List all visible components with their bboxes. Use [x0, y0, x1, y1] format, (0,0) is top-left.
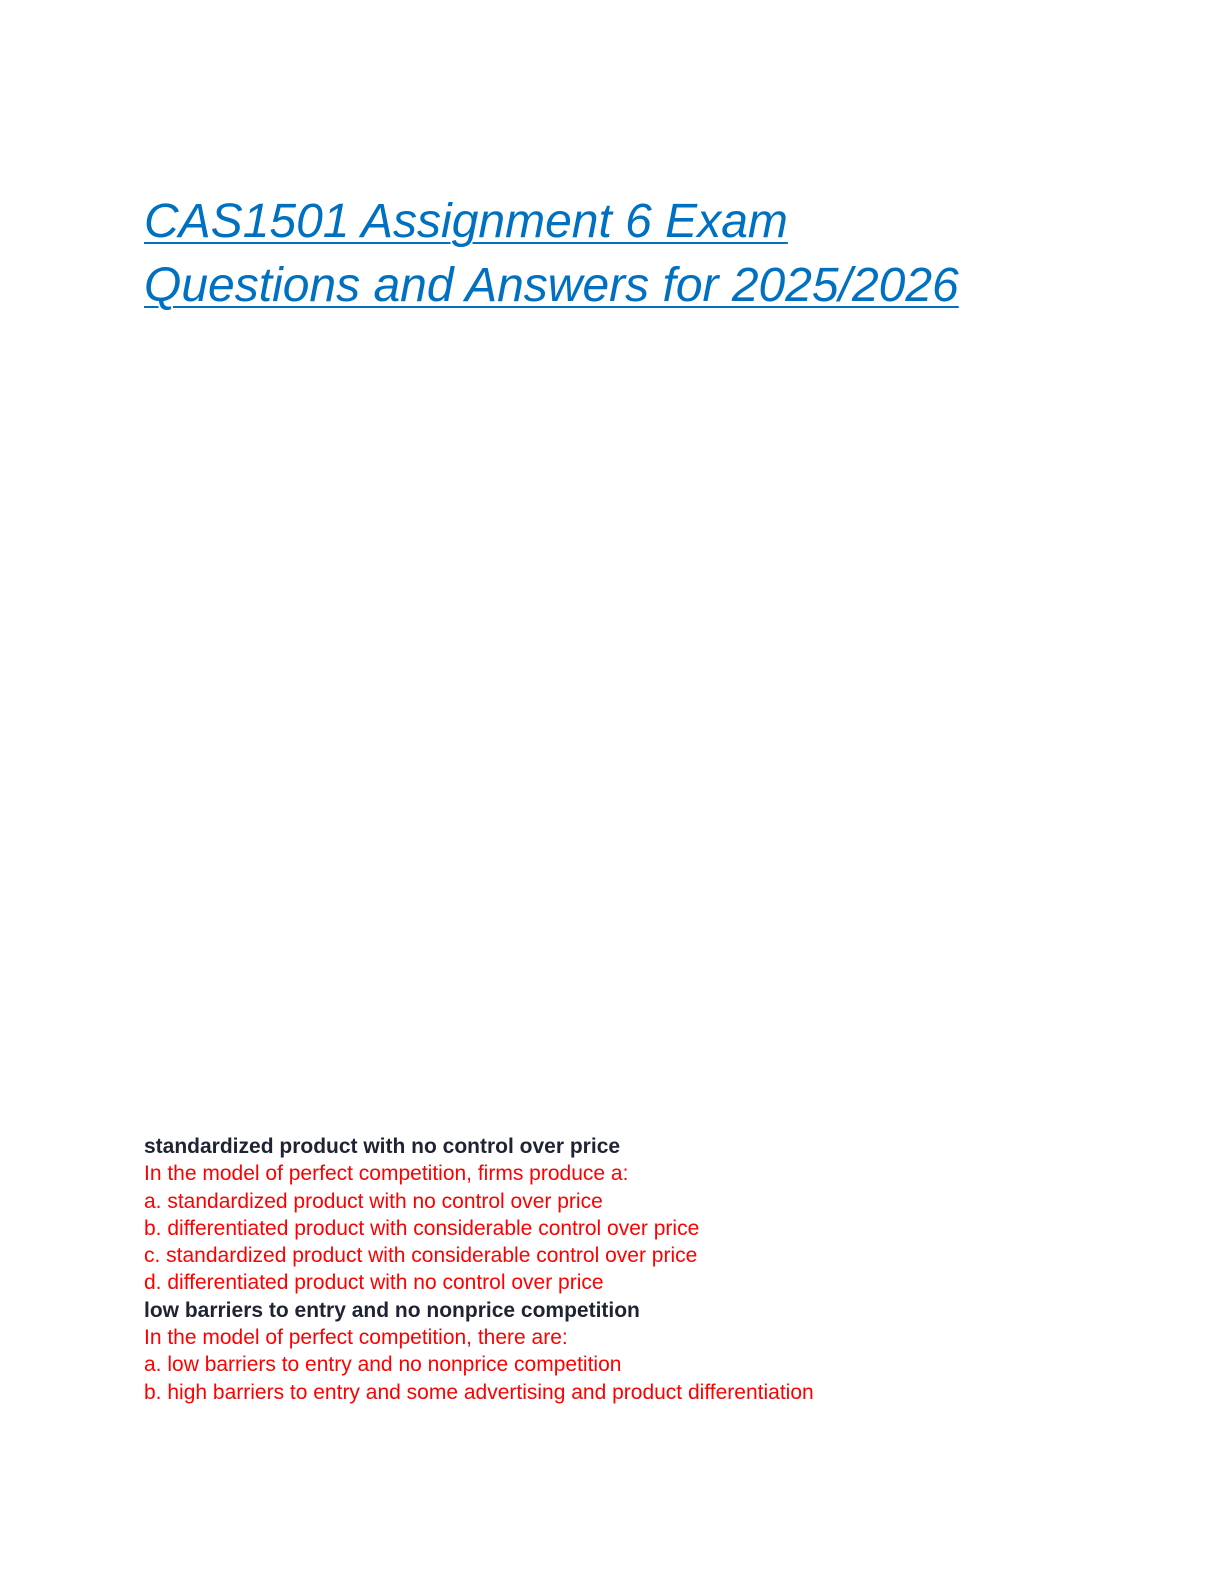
answer-1: standardized product with no control over price: [144, 1135, 621, 1158]
question-2-option-a: a. low barriers to entry and no nonprice competition: [144, 1353, 622, 1377]
question-1-option-b: b. differentiated product with considerable control over price: [144, 1216, 700, 1240]
qa-section: [144, 1133, 1144, 1406]
question-1-option-d: d. differentiated product with no control over price: [144, 1271, 604, 1295]
question-2-option-b: b. high barriers to entry and some advertising and product differentiation: [144, 1380, 814, 1404]
title-line-1: CAS1501 Assignment 6 Exam: [144, 195, 788, 248]
answer-2: low barriers to entry and no nonprice competition: [144, 1298, 640, 1322]
question-1-option-a: a. standardized product with no control over price: [144, 1189, 603, 1213]
question-2: In the model of perfect competition, there are:: [144, 1326, 568, 1350]
document-title: [144, 190, 1144, 318]
question-1: In the model of perfect competition, firms produce a:: [144, 1162, 629, 1186]
title-line-2: Questions and Answers for 2025/2026: [144, 259, 959, 312]
question-1-option-c: c. standardized product with considerable control over price: [144, 1244, 698, 1268]
